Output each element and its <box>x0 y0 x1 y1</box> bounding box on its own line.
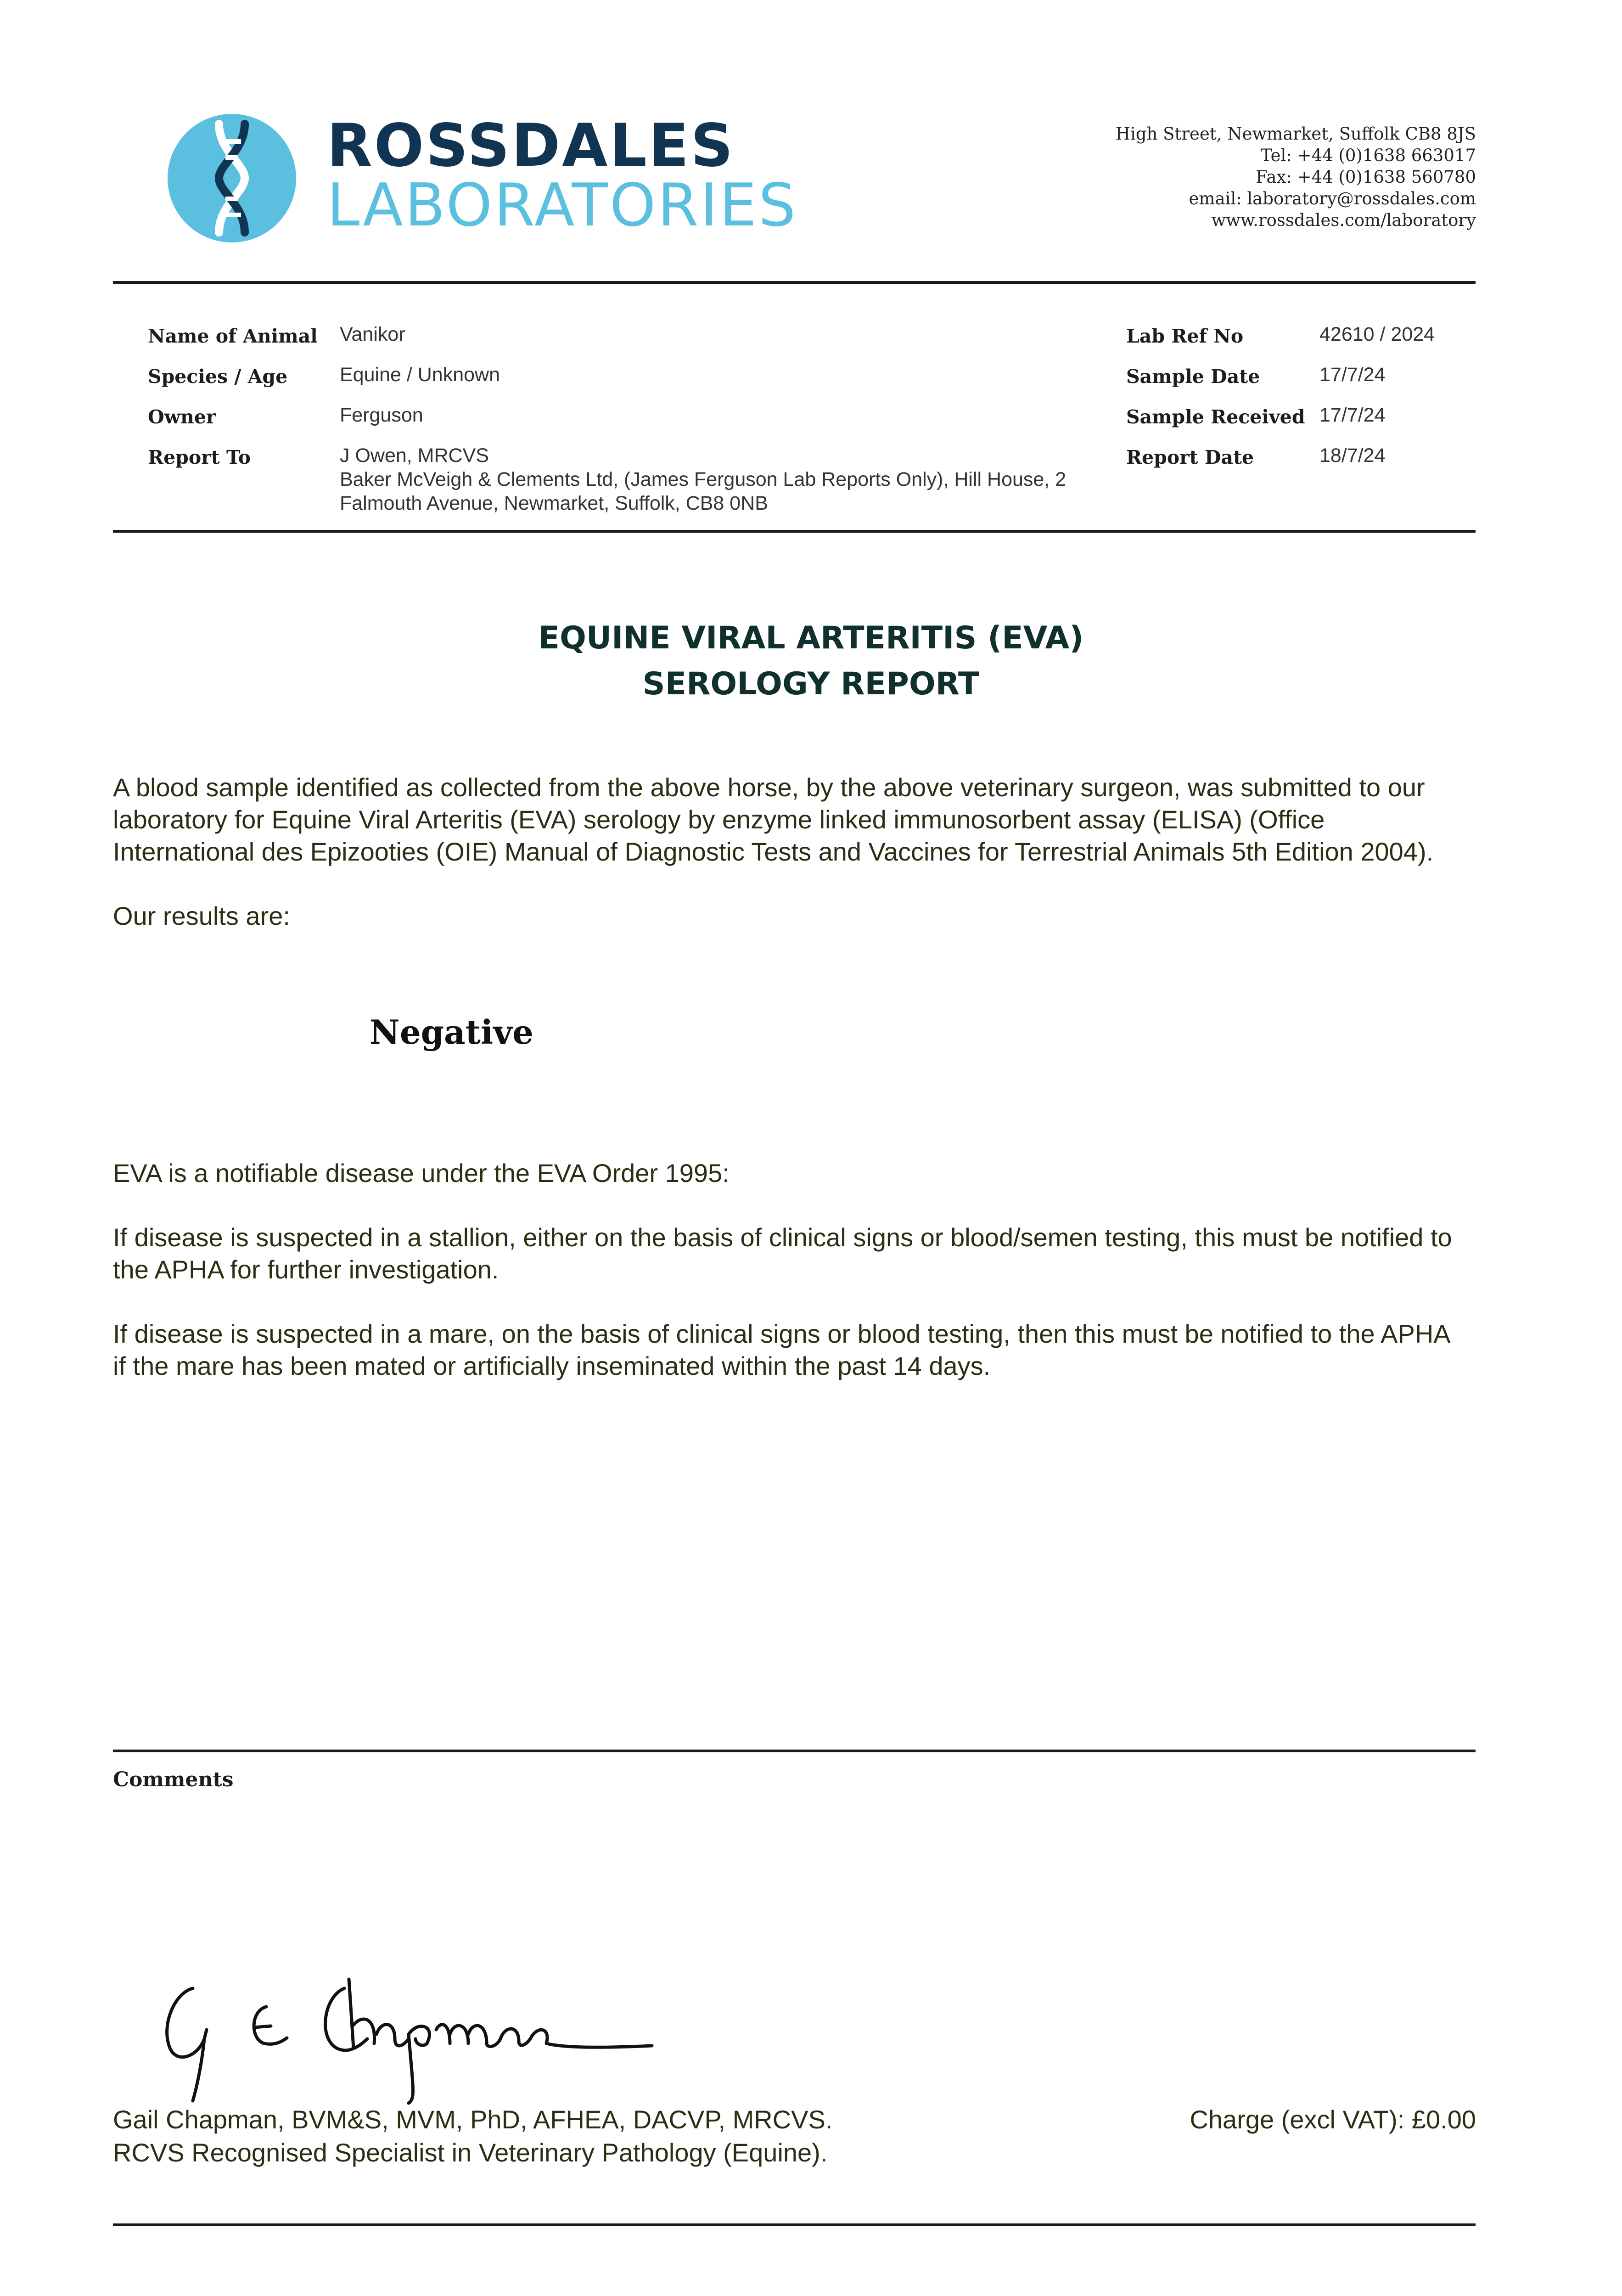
signature-image <box>152 1970 666 2108</box>
brand-name-line2: LABORATORIES <box>327 171 798 240</box>
intro-line: laboratory for Equine Viral Arteritis (EVA) serology by enzyme linked immunosorbent assay (ELISA) (Office <box>113 805 1325 834</box>
sample-received-value: 17/7/24 <box>1319 404 1386 426</box>
comments-label: Comments <box>113 1768 234 1791</box>
report-to-value <box>340 444 1066 515</box>
report-to-line: Falmouth Avenue, Newmarket, Suffolk, CB8 0NB <box>340 492 768 514</box>
intro-paragraph <box>113 771 1476 868</box>
notifiable-statement: EVA is a notifiable disease under the EVA Order 1995: <box>113 1159 730 1187</box>
comments-divider <box>113 1750 1476 1752</box>
intro-line: A blood sample identified as collected from the above horse, by the above veterinary surgeon, was submitted to our <box>113 773 1425 802</box>
report-date-label: Report Date <box>1126 446 1254 468</box>
sample-date-value: 17/7/24 <box>1319 364 1386 386</box>
contact-fax: Fax: +44 (0)1638 560780 <box>1256 167 1476 187</box>
owner-value: Ferguson <box>340 404 423 426</box>
lab-ref-label: Lab Ref No <box>1126 325 1244 347</box>
name-of-animal-value: Vanikor <box>340 323 405 345</box>
stallion-line: the APHA for further investigation. <box>113 1255 499 1284</box>
sample-date-label: Sample Date <box>1126 366 1260 388</box>
report-to-line: J Owen, MRCVS <box>340 445 489 467</box>
dna-helix-icon <box>168 114 296 242</box>
results-intro: Our results are: <box>113 901 290 930</box>
report-date-value: 18/7/24 <box>1319 445 1386 467</box>
species-age-label: Species / Age <box>148 366 288 388</box>
signatory-name: Gail Chapman, BVM&S, MVM, PhD, AFHEA, DACVP, MRCVS. <box>113 2105 833 2134</box>
stallion-line: If disease is suspected in a stallion, either on the basis of clinical signs or blood/semen testing, this must be notified to <box>113 1223 1452 1252</box>
test-result: Negative <box>370 1013 533 1052</box>
mare-line: If disease is suspected in a mare, on the basis of clinical signs or blood testing, then this must be notified to the APHA <box>113 1319 1451 1348</box>
lab-ref-value: 42610 / 2024 <box>1319 323 1435 345</box>
footer-divider <box>113 2223 1476 2226</box>
report-to-line: Baker McVeigh & Clements Ltd, (James Ferguson Lab Reports Only), Hill House, 2 <box>340 468 1066 490</box>
report-title-line1: EQUINE VIRAL ARTERITIS (EVA) <box>538 620 1084 656</box>
brand-name-line1: ROSSDALES <box>327 112 735 180</box>
name-of-animal-label: Name of Animal <box>148 325 318 347</box>
contact-email: email: laboratory@rossdales.com <box>1189 189 1476 208</box>
report-title <box>0 615 1622 707</box>
info-divider <box>113 530 1476 533</box>
report-to-label: Report To <box>148 446 251 468</box>
signatory-specialism: RCVS Recognised Specialist in Veterinary Pathology (Equine). <box>113 2138 828 2167</box>
owner-label: Owner <box>148 406 216 428</box>
contact-address: High Street, Newmarket, Suffolk CB8 8JS <box>1115 124 1476 144</box>
intro-line: International des Epizooties (OIE) Manual of Diagnostic Tests and Vaccines for Terrestrial Animals 5th Edition 2004). <box>113 837 1434 866</box>
contact-website: www.rossdales.com/laboratory <box>1211 210 1476 230</box>
mare-line: if the mare has been mated or artificially inseminated within the past 14 days. <box>113 1351 991 1380</box>
charge-text: Charge (excl VAT): £0.00 <box>1190 2105 1476 2134</box>
lab-contact-block <box>1116 123 1476 231</box>
header-divider <box>113 281 1476 284</box>
mare-paragraph <box>113 1318 1476 1382</box>
sample-received-label: Sample Received <box>1126 406 1305 428</box>
report-title-line2: SEROLOGY REPORT <box>642 666 980 702</box>
stallion-paragraph <box>113 1221 1476 1286</box>
contact-tel: Tel: +44 (0)1638 663017 <box>1260 146 1476 165</box>
species-age-value: Equine / Unknown <box>340 364 500 386</box>
